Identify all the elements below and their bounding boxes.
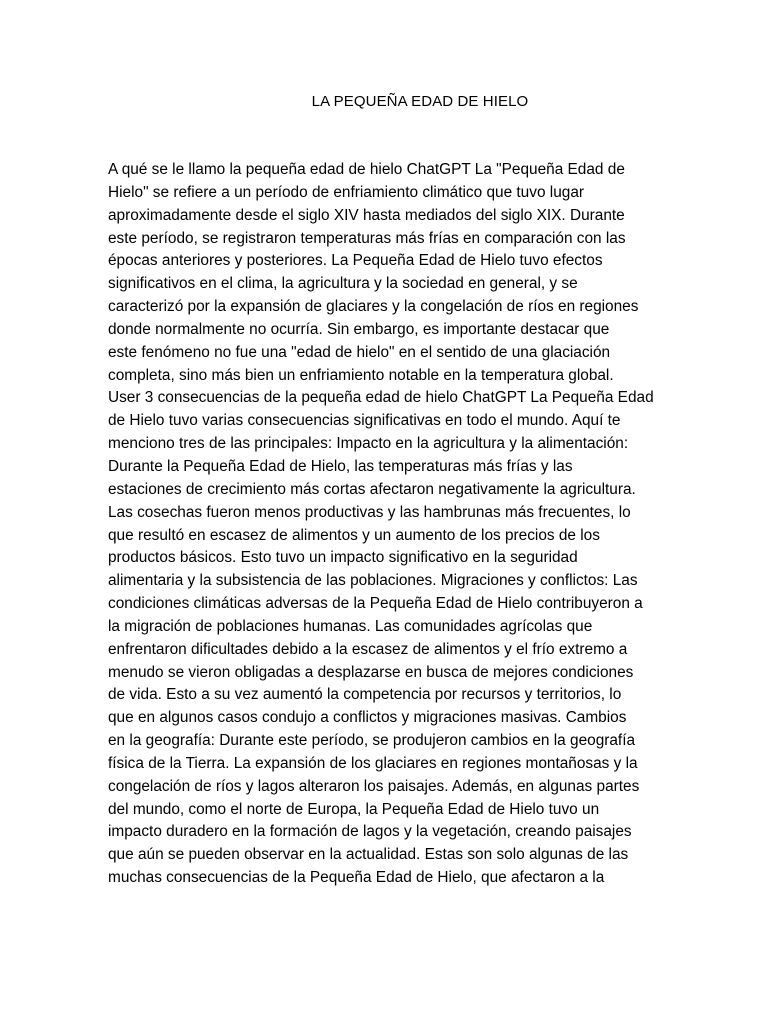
body-text-line: este período, se registraron temperaturas más frías en comparación con las: [108, 229, 626, 247]
document-title: LA PEQUEÑA EDAD DE HIELO: [311, 93, 529, 110]
body-text-line: que resultó en escasez de alimentos y un aumento de los precios de los: [108, 526, 600, 544]
body-text-line: física de la Tierra. La expansión de los glaciares en regiones montañosas y la: [108, 754, 638, 772]
body-text-line: que aún se pueden observar en la actualidad. Estas son solo algunas de las: [108, 846, 629, 864]
body-text-line: que en algunos casos condujo a conflictos y migraciones masivas. Cambios: [108, 709, 627, 727]
body-text-line: épocas anteriores y posteriores. La Pequeña Edad de Hielo tuvo efectos: [108, 252, 603, 270]
body-text-line: la migración de poblaciones humanas. Las comunidades agrícolas que: [108, 617, 593, 635]
body-text-line: congelación de ríos y lagos alteraron los paisajes. Además, en algunas partes: [108, 777, 640, 795]
body-text-line: caracterizó por la expansión de glaciares y la congelación de ríos en regiones: [108, 298, 639, 316]
body-text-line: significativos en el clima, la agricultura y la sociedad en general, y se: [108, 275, 578, 293]
body-text-line: enfrentaron dificultades debido a la escasez de alimentos y el frío extremo a: [108, 640, 628, 658]
body-text-line: condiciones climáticas adversas de la Pequeña Edad de Hielo contribuyeron a: [108, 595, 643, 613]
body-text-line: alimentaria y la subsistencia de las poblaciones. Migraciones y conflictos: Las: [108, 572, 638, 590]
body-text-line: donde normalmente no ocurría. Sin embargo, es importante destacar que: [108, 320, 610, 338]
body-text-line: estaciones de crecimiento más cortas afectaron negativamente la agricultura.: [108, 480, 636, 498]
body-text-line: menudo se vieron obligadas a desplazarse en busca de mejores condiciones: [108, 663, 634, 681]
document-body: [108, 159, 668, 890]
body-text-line: Durante la Pequeña Edad de Hielo, las temperaturas más frías y las: [108, 457, 573, 475]
body-text-line: User 3 consecuencias de la pequeña edad de hielo ChatGPT La Pequeña Edad: [108, 389, 654, 407]
body-text-line: Las cosechas fueron menos productivas y las hambrunas más frecuentes, lo: [108, 503, 631, 521]
body-text-line: A qué se le llamo la pequeña edad de hielo ChatGPT La "Pequeña Edad de: [108, 161, 625, 178]
body-text-line: Hielo" se refiere a un período de enfriamiento climático que tuvo lugar: [108, 183, 584, 201]
body-text-line: impacto duradero en la formación de lagos y la vegetación, creando paisajes: [108, 823, 632, 841]
body-text-line: del mundo, como el norte de Europa, la Pequeña Edad de Hielo tuvo un: [108, 800, 600, 818]
body-text-line: productos básicos. Esto tuvo un impacto significativo en la seguridad: [108, 549, 578, 567]
body-text-line: en la geografía: Durante este período, se produjeron cambios en la geografía: [108, 732, 636, 750]
body-text-line: aproximadamente desde el siglo XIV hasta mediados del siglo XIX. Durante: [108, 206, 625, 224]
body-text-line: de Hielo tuvo varias consecuencias significativas en todo el mundo. Aquí te: [108, 412, 621, 430]
body-text-line: completa, sino más bien un enfriamiento notable en la temperatura global.: [108, 366, 614, 384]
body-text-line: muchas consecuencias de la Pequeña Edad de Hielo, que afectaron a la: [108, 869, 605, 887]
body-text-line: de vida. Esto a su vez aumentó la competencia por recursos y territorios, lo: [108, 686, 622, 704]
body-text-line: este fenómeno no fue una "edad de hielo" en el sentido de una glaciación: [108, 343, 611, 361]
body-text-line: menciono tres de las principales: Impacto en la agricultura y la alimentación:: [108, 435, 629, 453]
